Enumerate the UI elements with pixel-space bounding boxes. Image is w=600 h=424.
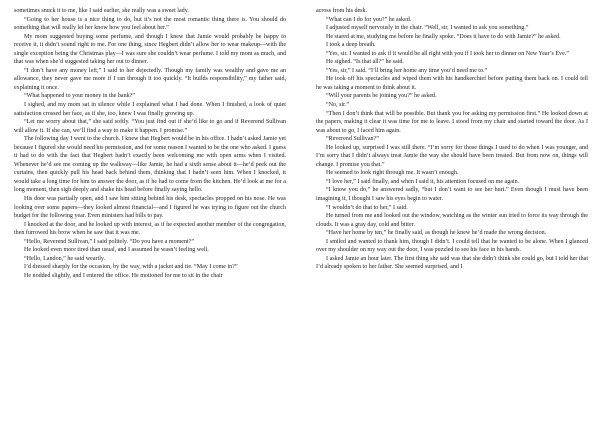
right-paragraph: “Yes, sir. I wanted to ask if it would be all right with you if I took her to dinner on New Year’s Eve.” (326, 50, 569, 57)
left-paragraph: My mom suggested buying some perfume, and though I knew that Jamie would probably be happy to receive it, it didn’t sound right to me. For one thing, since Hegbert didn’t allow her to wear makeup—with the single exception being the Christmas play—I was sure she couldn’t wear perfume. I told my mom as much, and that was when she’d suggested taking her out to dinner. (14, 33, 286, 66)
left-paragraph: I knocked at the door, and he looked up with interest, as if he expected another member of the congregation, then furrowed his brow when he saw that it was me. (14, 221, 286, 237)
left-paragraph: He nodded slightly, and I entered the office. He motioned for me to sit in the chair (24, 272, 223, 279)
right-paragraph: He turned from me and looked out the window, watching as the winter sun tried to force its way through the clouds. It was a gray day, cold and bitter. (316, 213, 588, 228)
right-paragraph: “Have her home by ten,” he finally said, as though he knew he’d made the wrong decision. (326, 230, 547, 237)
left-paragraph: “Hello, Landon,” he said wearily. (24, 255, 106, 262)
left-paragraph: I’d dressed sharply for the occasion, by the way, with a jacket and tie. “May I come in?” (24, 264, 238, 271)
right-paragraph: I smiled and wanted to thank him, though I didn’t. I could tell that he wanted to be alone. When I glanced over my shoulder on my way out the door, I was puzzled to see his face in his hands. (316, 238, 588, 254)
right-paragraph: He looked up, surprised I was still there. “I’m sorry for those things I used to do when I was younger, and I’m sorry that I didn’t always treat Jamie the way she should have been treated. But from now on, things will change. I promise you that.” (316, 144, 588, 168)
right-paragraph: “Yes, sir,” I said. “I’ll bring her home any time you’d need me to.” (326, 67, 488, 74)
left-paragraph: “Let me worry about that,” she said softly. “You just find out if she’d like to go and if Reverend Sullivan will allow it. If she can, we’ll find a way to make it happen. I promise.” (14, 119, 286, 134)
right-paragraph: “I wouldn’t do that to her,” I said. (326, 204, 408, 211)
left-page (14, 7, 286, 424)
right-paragraph: He took off his spectacles and wiped them with his handkerchief before putting them back on. I could tell he was taking a moment to think about it. (316, 76, 588, 91)
left-paragraph: His door was partially open, and I saw him sitting behind his desk, spectacles propped on his nose. He was looking over some papers—they looked almost financial—and I figured he was trying to figure out the church budget for the following year. Even ministers had bills to pay. (14, 196, 286, 220)
right-paragraph: “I love her,” I said finally, and when I said it, his attention focused on me again. (326, 178, 520, 185)
right-paragraph: He stared at me, studying me before he finally spoke. “Does it have to do with Jamie?” he asked. (326, 33, 561, 40)
left-paragraph: “Going to her house is a nice thing to do, but it’s not the most romantic thing there is. You should do something that will really let her know how you feel about her.” (14, 16, 286, 32)
left-paragraph: The following day I went to the church. I knew that Hegbert would be in his office. I hadn’t asked Jamie yet because I figured she would need his permission, and for some reason I wanted to be the one who asked. I guess it had to do with the fact that Hegbert hadn’t exactly been welcoming me with open arms when I visited. Whenever he’d see me coming up the walkway—like Jamie, he had a sixth sense about it—he’d peek out the curtains, then quickly pull his head back behind them, thinking that I hadn’t seen him. When I knocked, it would take a long time for him to answer the door, as if he had to come from the kitchen. He’d look at me for a long moment, then sigh deeply and shake his head before finally saying hello. (14, 136, 286, 194)
left-paragraph: He looked even more tired than usual, and I assumed he wasn’t feeling well. (24, 247, 209, 254)
right-paragraph: “What can I do for you?” he asked. (326, 16, 412, 23)
right-paragraph: “Then I don’t think that will be possible. But thank you for asking my permission first.” He looked down at the papers, making it clear it was time for me to leave. I stood from my chair and started toward the door. As I was about to go, I faced him again. (316, 110, 588, 134)
right-page (316, 7, 588, 424)
right-paragraph: “I know you do,” he answered sadly, “but I don’t want to see her hurt.” Even though I must have been imagining it, I thought I saw his eyes begin to water. (316, 187, 588, 203)
right-paragraph: “Reverend Sullivan?” (326, 136, 379, 143)
right-paragraph: I asked Jamie an hour later. The first thing she said was that she didn’t think she could go, but I told her that I’d already spoken to her father. She seemed surprised, and I (316, 255, 588, 271)
right-paragraph: I took a deep breath. (326, 42, 376, 49)
right-paragraph: He sighed. “Is that all?” he said. (326, 59, 404, 66)
left-paragraph: I sighed, and my mom sat in silence while I explained what I had done. When I finished, a look of quiet satisfaction crossed her face, as if she, too, knew I was finally growing up. (14, 102, 286, 117)
left-paragraph: “What happened to your money in the bank?” (24, 93, 135, 100)
left-paragraph: “Hello, Reverend Sullivan,” I said politely. “Do you have a moment?” (24, 238, 195, 245)
right-paragraph: “No, sir.” (326, 102, 350, 109)
right-paragraph: He seemed to look right through me. It wasn’t enough. (326, 170, 459, 177)
right-paragraph: “Will your parents be joining you?” he asked. (326, 93, 437, 100)
left-paragraph: “I don’t have any money left,” I said to her dejectedly. Though my family was wealthy and gave me an allowance, they never gave me more if I ran through it too quickly. “It builds responsibility,” my father said, explaining it once. (14, 67, 286, 91)
right-paragraph: I adjusted myself nervously in the chair. “Well, sir, I wanted to ask you something.” (326, 25, 529, 32)
left-paragraph: sometimes snuck it to me, like I said earlier, she really was a sweet lady. (14, 8, 189, 14)
right-paragraph: across from his desk. (316, 8, 368, 14)
